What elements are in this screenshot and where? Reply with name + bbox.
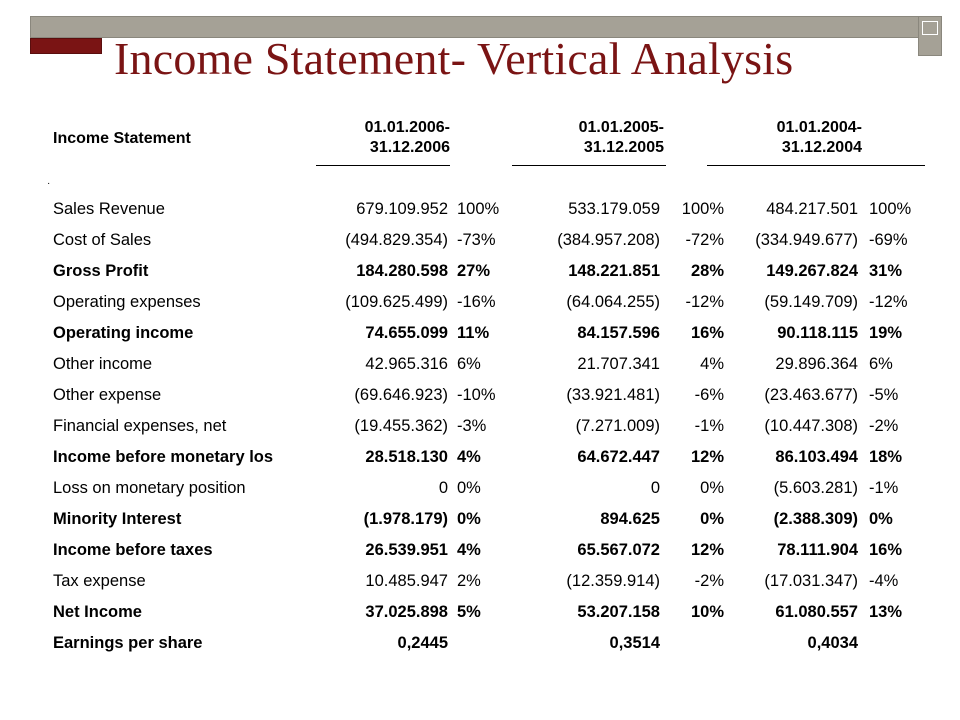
table-row xyxy=(0,448,960,479)
cell-v1: 28.518.130 xyxy=(365,448,448,466)
cell-p3: -5% xyxy=(869,386,899,404)
header-label: Income Statement xyxy=(53,130,191,147)
cell-v2: 894.625 xyxy=(600,510,660,528)
row-label: Earnings per share xyxy=(53,634,203,652)
cell-v3: (2.388.309) xyxy=(773,510,858,528)
cell-v2: 148.221.851 xyxy=(568,262,660,280)
table-row xyxy=(0,572,960,603)
period-3-end: 31.12.2004 xyxy=(781,139,862,156)
cell-p3: 16% xyxy=(869,541,903,559)
row-label: Minority Interest xyxy=(53,510,182,528)
slide-title: Income Statement- Vertical Analysis xyxy=(114,33,794,84)
cell-v3: 90.118.115 xyxy=(777,324,858,342)
cell-p3: -69% xyxy=(869,231,908,249)
header-underline-3 xyxy=(707,165,925,166)
row-label: Other income xyxy=(53,355,153,373)
cell-v1: (69.646.923) xyxy=(354,386,448,404)
cell-v1: 42.965.316 xyxy=(365,355,448,373)
table-row xyxy=(0,324,960,355)
cell-v1: (19.455.362) xyxy=(354,417,448,435)
table-row xyxy=(0,510,960,541)
cell-p2: -72% xyxy=(685,231,724,249)
cell-p2: 4% xyxy=(700,355,724,373)
cell-v1: (494.829.354) xyxy=(345,231,448,249)
row-label: Sales Revenue xyxy=(53,200,165,218)
row-label: Tax expense xyxy=(53,572,146,590)
cell-v3: 78.111.904 xyxy=(777,541,858,559)
cell-p3: -12% xyxy=(869,293,908,311)
period-2-end: 31.12.2005 xyxy=(583,139,664,156)
cell-v1: 37.025.898 xyxy=(365,603,448,621)
cell-v2: 21.707.341 xyxy=(577,355,660,373)
table-row xyxy=(0,634,960,665)
cell-p3: -2% xyxy=(869,417,899,435)
cell-p3: -1% xyxy=(869,479,899,497)
header-underline-2 xyxy=(512,165,666,166)
cell-p2: 10% xyxy=(690,603,724,621)
cell-v2: 533.179.059 xyxy=(568,200,660,218)
cell-p2: 0% xyxy=(700,510,724,528)
cell-p2: 12% xyxy=(690,541,724,559)
row-label: Income before taxes xyxy=(53,541,213,559)
cell-v1: 0,2445 xyxy=(397,634,448,652)
table-row xyxy=(0,479,960,510)
cell-p3: 100% xyxy=(869,200,912,218)
cell-v3: (17.031.347) xyxy=(764,572,858,590)
header-period-1 xyxy=(365,118,450,158)
cell-v3: 149.267.824 xyxy=(766,262,858,280)
row-label: Operating income xyxy=(53,324,194,342)
cell-p1: 0% xyxy=(457,510,481,528)
table-row xyxy=(0,541,960,572)
cell-v2: 64.672.447 xyxy=(577,448,660,466)
cell-v3: (10.447.308) xyxy=(764,417,858,435)
cell-p1: 5% xyxy=(457,603,481,621)
cell-p2: 16% xyxy=(690,324,724,342)
table-row xyxy=(0,200,960,231)
period-1-end: 31.12.2006 xyxy=(369,139,450,156)
row-label: Gross Profit xyxy=(53,262,149,280)
cell-v2: 0,3514 xyxy=(609,634,660,652)
cell-v1: (109.625.499) xyxy=(345,293,448,311)
cell-v3: (5.603.281) xyxy=(773,479,858,497)
cell-v1: 184.280.598 xyxy=(356,262,448,280)
cell-p2: -12% xyxy=(685,293,724,311)
cell-v1: (1.978.179) xyxy=(363,510,448,528)
cell-v2: (33.921.481) xyxy=(566,386,660,404)
cell-p3: 0% xyxy=(869,510,893,528)
cell-v1: 74.655.099 xyxy=(365,324,448,342)
cell-p3: 31% xyxy=(869,262,903,280)
cell-p1: -73% xyxy=(457,231,496,249)
row-label: Other expense xyxy=(53,386,162,404)
title-accent-square-left xyxy=(30,38,102,54)
header-period-3 xyxy=(777,118,862,158)
cell-p3: -4% xyxy=(869,572,899,590)
cell-p1: 0% xyxy=(457,479,481,497)
period-1-start: 01.01.2006- xyxy=(364,119,450,136)
cell-v2: (384.957.208) xyxy=(557,231,660,249)
cell-p1: 4% xyxy=(457,448,481,466)
cell-p1: 11% xyxy=(457,324,490,342)
cell-p2: 28% xyxy=(690,262,724,280)
cell-v3: (23.463.677) xyxy=(764,386,858,404)
cell-p1: 27% xyxy=(457,262,491,280)
table-row xyxy=(0,262,960,293)
row-label: Income before monetary los xyxy=(53,448,274,466)
cell-v1: 10.485.947 xyxy=(365,572,448,590)
cell-v2: 65.567.072 xyxy=(577,541,660,559)
cell-p3: 19% xyxy=(869,324,903,342)
cell-p2: -6% xyxy=(694,386,724,404)
table-row xyxy=(0,293,960,324)
cell-v3: 29.896.364 xyxy=(775,355,858,373)
cell-p1: -10% xyxy=(457,386,496,404)
cell-p2: 0% xyxy=(700,479,724,497)
cell-p1: 6% xyxy=(457,355,481,373)
period-3-start: 01.01.2004- xyxy=(776,119,862,136)
cell-p2: 100% xyxy=(681,200,724,218)
cell-p1: -16% xyxy=(457,293,496,311)
title-accent-square-right xyxy=(918,16,942,56)
cell-p2: -2% xyxy=(694,572,724,590)
cell-v1: 26.539.951 xyxy=(365,541,448,559)
stray-dot: · xyxy=(47,178,51,189)
cell-v3: 86.103.494 xyxy=(775,448,858,466)
period-2-start: 01.01.2005- xyxy=(578,119,664,136)
cell-p1: -3% xyxy=(457,417,487,435)
row-label: Operating expenses xyxy=(53,293,201,311)
cell-v2: 0 xyxy=(650,479,660,497)
cell-p1: 4% xyxy=(457,541,481,559)
cell-v3: 61.080.557 xyxy=(775,603,858,621)
table-row xyxy=(0,417,960,448)
header-period-2 xyxy=(579,118,664,158)
cell-v1: 0 xyxy=(438,479,448,497)
header-underline-1 xyxy=(316,165,450,166)
cell-p2: 12% xyxy=(690,448,724,466)
table-row xyxy=(0,603,960,634)
row-label: Net Income xyxy=(53,603,142,621)
cell-v2: 84.157.596 xyxy=(577,324,660,342)
table-row xyxy=(0,386,960,417)
cell-v3: (334.949.677) xyxy=(755,231,858,249)
cell-p3: 18% xyxy=(869,448,903,466)
cell-p1: 2% xyxy=(457,572,481,590)
row-label: Cost of Sales xyxy=(53,231,152,249)
cell-v3: 484.217.501 xyxy=(766,200,858,218)
cell-p3: 6% xyxy=(869,355,893,373)
row-label: Financial expenses, net xyxy=(53,417,227,435)
cell-v2: 53.207.158 xyxy=(577,603,660,621)
row-label: Loss on monetary position xyxy=(53,479,246,497)
table-row xyxy=(0,231,960,262)
cell-v3: (59.149.709) xyxy=(764,293,858,311)
cell-v1: 679.109.952 xyxy=(356,200,448,218)
table-row xyxy=(0,355,960,386)
cell-p2: -1% xyxy=(694,417,724,435)
cell-v3: 0,4034 xyxy=(807,634,858,652)
cell-v2: (64.064.255) xyxy=(566,293,660,311)
cell-p1: 100% xyxy=(457,200,500,218)
cell-p3: 13% xyxy=(869,603,903,621)
cell-v2: (12.359.914) xyxy=(566,572,660,590)
cell-v2: (7.271.009) xyxy=(575,417,660,435)
